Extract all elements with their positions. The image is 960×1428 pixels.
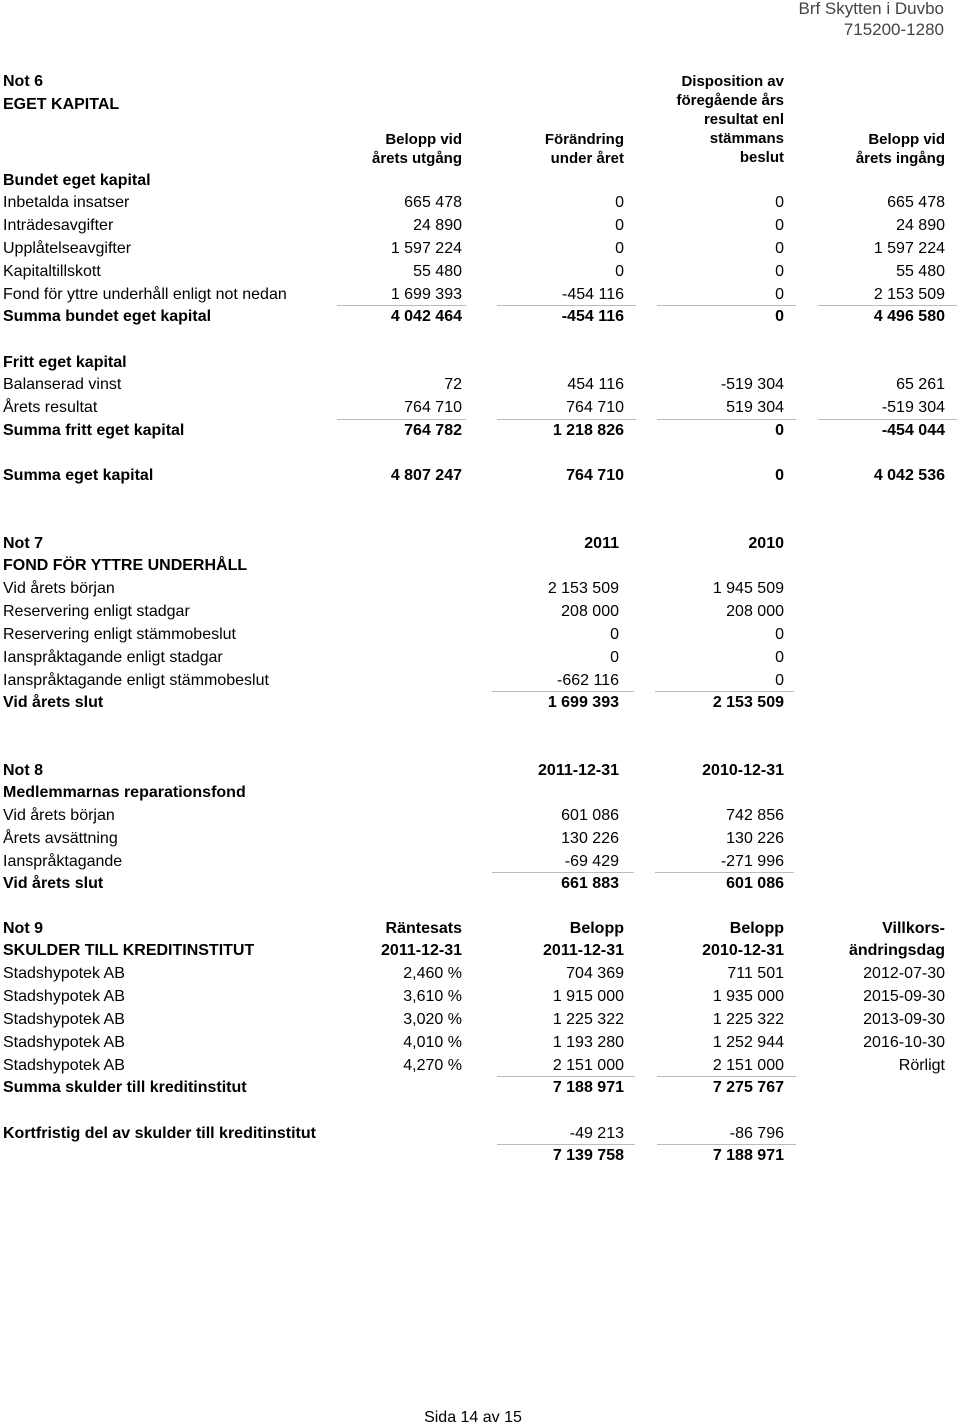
note9-title: SKULDER TILL KREDITINSTITUT — [3, 942, 255, 959]
note8-row-value: 601 086 — [561, 807, 619, 824]
note7-row-value: 0 — [610, 649, 619, 666]
bundet-row-value: 0 — [615, 194, 624, 211]
bundet-row-value: 0 — [615, 240, 624, 257]
bundet-row-value: 0 — [615, 217, 624, 234]
note9-number: Not 9 — [3, 920, 43, 937]
note9-row-value: Rörligt — [898, 1057, 945, 1074]
note9-row-value: 2015-09-30 — [863, 988, 945, 1005]
bundet-sum-value: 4 042 464 — [390, 308, 462, 325]
note7-year-2011: 2011 — [584, 535, 619, 552]
note8-sum-value: 601 086 — [726, 875, 784, 892]
note7-row-value: 2 153 509 — [547, 580, 619, 597]
note9-row-value: 1 225 322 — [552, 1011, 624, 1028]
total-eget-kapital-label: Summa eget kapital — [3, 467, 154, 484]
bundet-row-value: 0 — [775, 217, 784, 234]
fritt-row-value: 72 — [444, 376, 462, 393]
bundet-row-value: 55 480 — [896, 263, 945, 280]
note7-number: Not 7 — [3, 535, 43, 552]
note9-header-bottom: 2010-12-31 — [702, 942, 784, 959]
note8-row-value: 130 226 — [726, 830, 784, 847]
note9-row-value: 1 225 322 — [712, 1011, 784, 1028]
fritt-sum-value: -454 044 — [881, 422, 945, 439]
note6-title: EGET KAPITAL — [3, 96, 120, 113]
bundet-sum-value: -454 116 — [561, 308, 624, 325]
note7-row-label: Ianspråktagande enligt stadgar — [3, 649, 223, 666]
bundet-row-value: 0 — [775, 240, 784, 257]
note9-header-top: Belopp — [729, 920, 784, 937]
bundet-sum-value: 0 — [775, 308, 784, 325]
note9-row-value: 2 151 000 — [552, 1057, 624, 1074]
note8-date-2011: 2011-12-31 — [538, 762, 619, 779]
note9-row-label: Stadshypotek AB — [3, 1034, 125, 1051]
note8-row-value: -69 429 — [564, 853, 619, 870]
bundet-row-value: 665 478 — [404, 194, 462, 211]
note8-number: Not 8 — [3, 762, 43, 779]
note9-row-label: Stadshypotek AB — [3, 965, 125, 982]
note7-year-2010: 2010 — [748, 535, 784, 552]
note9-row-value: 711 501 — [727, 965, 784, 982]
note7-row-value: 208 000 — [561, 603, 619, 620]
fritt-row-value: -519 304 — [720, 376, 784, 393]
note9-header-top: Belopp — [569, 920, 624, 937]
note9-header-bottom: 2011-12-31 — [381, 942, 462, 959]
note9-header-top: Räntesats — [385, 920, 462, 937]
bundet-row-value: 55 480 — [413, 263, 462, 280]
note9-header-bottom: ändringsdag — [848, 942, 945, 959]
note7-row-label: Reservering enligt stadgar — [3, 603, 190, 620]
note9-row-value: 704 369 — [566, 965, 624, 982]
fritt-sum-value: 1 218 826 — [552, 422, 624, 439]
note7-row-value: 0 — [775, 626, 784, 643]
note8-row-value: 130 226 — [561, 830, 619, 847]
bundet-row-label: Inträdesavgifter — [3, 217, 114, 234]
underline-rule — [818, 419, 957, 420]
note8-row-label: Årets avsättning — [3, 830, 118, 847]
bundet-row-value: 1 597 224 — [873, 240, 945, 257]
underline-rule — [337, 419, 466, 420]
note9-row-value: 2,460 % — [403, 965, 462, 982]
note8-row-label: Vid årets början — [3, 807, 115, 824]
note8-title: Medlemmarnas reparationsfond — [3, 784, 246, 801]
note7-row-value: 1 945 509 — [712, 580, 784, 597]
note9-kort-value: -86 796 — [729, 1125, 784, 1142]
org-name: Brf Skytten i Duvbo — [798, 0, 944, 18]
underline-rule — [497, 305, 636, 306]
note9-row-value: 1 915 000 — [552, 988, 624, 1005]
note8-row-value: -271 996 — [720, 853, 784, 870]
underline-rule — [497, 1076, 635, 1077]
page-number: Sida 14 av 15 — [424, 1409, 522, 1426]
note9-sum-value: 7 275 767 — [712, 1079, 784, 1096]
note9-row-label: Stadshypotek AB — [3, 1011, 125, 1028]
note9-row-value: 2 151 000 — [712, 1057, 784, 1074]
bundet-row-value: -454 116 — [562, 286, 624, 303]
note9-row-value: 3,020 % — [403, 1011, 462, 1028]
note9-row-value: 2013-09-30 — [863, 1011, 945, 1028]
bundet-title: Bundet eget kapital — [3, 172, 151, 189]
note9-header-bottom: 2011-12-31 — [543, 942, 624, 959]
note9-row-label: Stadshypotek AB — [3, 988, 125, 1005]
bundet-sum-value: 4 496 580 — [873, 308, 945, 325]
bundet-row-value: 0 — [775, 194, 784, 211]
bundet-row-label: Fond för yttre underhåll enligt not nedan — [3, 286, 287, 303]
fritt-row-value: -519 304 — [881, 399, 945, 416]
total-eget-kapital-value: 4 807 247 — [390, 467, 462, 484]
note6-col4-header: Belopp vid årets ingång — [855, 131, 945, 167]
note9-net-value: 7 139 758 — [552, 1147, 624, 1164]
underline-rule — [818, 305, 957, 306]
total-eget-kapital-value: 0 — [775, 467, 784, 484]
bundet-row-value: 24 890 — [896, 217, 945, 234]
underline-rule — [497, 419, 636, 420]
note9-kort-value: -49 213 — [569, 1125, 624, 1142]
note9-row-label: Stadshypotek AB — [3, 1057, 125, 1074]
note6-number: Not 6 — [3, 73, 43, 90]
bundet-row-value: 1 597 224 — [390, 240, 462, 257]
note9-row-value: 4,270 % — [403, 1057, 462, 1074]
note7-row-value: 0 — [610, 626, 619, 643]
note7-row-value: 0 — [775, 672, 784, 689]
fritt-row-value: 519 304 — [726, 399, 784, 416]
underline-rule — [657, 305, 796, 306]
bundet-row-value: 0 — [615, 263, 624, 280]
bundet-row-value: 24 890 — [413, 217, 462, 234]
bundet-row-label: Inbetalda insatser — [3, 194, 130, 211]
note9-row-value: 4,010 % — [403, 1034, 462, 1051]
note6-col3-header: Disposition av föregående års resultat enl stämmans beslut — [676, 73, 784, 166]
underline-rule — [492, 872, 634, 873]
note9-sum-value: 7 188 971 — [552, 1079, 624, 1096]
total-eget-kapital-value: 4 042 536 — [873, 467, 945, 484]
note8-sum-label: Vid årets slut — [3, 875, 104, 892]
total-eget-kapital-value: 764 710 — [566, 467, 624, 484]
note9-row-value: 2012-07-30 — [863, 965, 945, 982]
bundet-row-value: 665 478 — [887, 194, 945, 211]
note7-row-value: -662 116 — [557, 672, 619, 689]
underline-rule — [655, 872, 794, 873]
note9-net-value: 7 188 971 — [712, 1147, 784, 1164]
note7-row-value: 208 000 — [726, 603, 784, 620]
fritt-sum-value: 764 782 — [404, 422, 462, 439]
bundet-sum-label: Summa bundet eget kapital — [3, 308, 212, 325]
note9-sum-label: Summa skulder till kreditinstitut — [3, 1079, 247, 1096]
bundet-row-value: 1 699 393 — [390, 286, 462, 303]
org-number: 715200-1280 — [843, 20, 944, 39]
fritt-row-value: 764 710 — [404, 399, 462, 416]
note8-row-label: Ianspråktagande — [3, 853, 123, 870]
note7-title: FOND FÖR YTTRE UNDERHÅLL — [3, 557, 248, 574]
note7-row-value: 0 — [775, 649, 784, 666]
bundet-row-label: Kapitaltillskott — [3, 263, 101, 280]
note8-date-2010: 2010-12-31 — [702, 762, 784, 779]
note8-sum-value: 661 883 — [561, 875, 619, 892]
bundet-row-label: Upplåtelseavgifter — [3, 240, 132, 257]
fritt-row-label: Balanserad vinst — [3, 376, 122, 393]
note7-sum-value: 2 153 509 — [712, 694, 784, 711]
bundet-row-value: 0 — [775, 263, 784, 280]
note9-row-value: 1 193 280 — [552, 1034, 624, 1051]
underline-rule — [657, 419, 796, 420]
fritt-sum-label: Summa fritt eget kapital — [3, 422, 185, 439]
fritt-row-value: 65 261 — [896, 376, 945, 393]
note6-col1-header: Belopp vid årets utgång — [371, 131, 462, 167]
fritt-sum-value: 0 — [775, 422, 784, 439]
fritt-row-value: 454 116 — [567, 376, 624, 393]
fritt-row-value: 764 710 — [566, 399, 624, 416]
bundet-row-value: 0 — [775, 286, 784, 303]
note7-row-label: Ianspråktagande enligt stämmobeslut — [3, 672, 269, 689]
note7-row-label: Reservering enligt stämmobeslut — [3, 626, 236, 643]
underline-rule — [657, 1076, 796, 1077]
underline-rule — [497, 1144, 635, 1145]
underline-rule — [657, 1144, 796, 1145]
underline-rule — [655, 691, 794, 692]
note7-sum-label: Vid årets slut — [3, 694, 104, 711]
note9-header-top: Villkors- — [882, 920, 945, 937]
underline-rule — [492, 691, 634, 692]
note8-row-value: 742 856 — [726, 807, 784, 824]
note9-row-value: 2016-10-30 — [863, 1034, 945, 1051]
underline-rule — [337, 305, 466, 306]
note6-col2-header: Förändring under året — [544, 131, 624, 167]
note7-row-label: Vid årets början — [3, 580, 115, 597]
note9-kort-label: Kortfristig del av skulder till kreditinstitut — [3, 1125, 316, 1142]
note9-row-value: 1 252 944 — [712, 1034, 784, 1051]
fritt-title: Fritt eget kapital — [3, 354, 127, 371]
note7-sum-value: 1 699 393 — [547, 694, 619, 711]
note9-row-value: 1 935 000 — [712, 988, 784, 1005]
note9-row-value: 3,610 % — [403, 988, 462, 1005]
fritt-row-label: Årets resultat — [3, 399, 98, 416]
bundet-row-value: 2 153 509 — [873, 286, 945, 303]
